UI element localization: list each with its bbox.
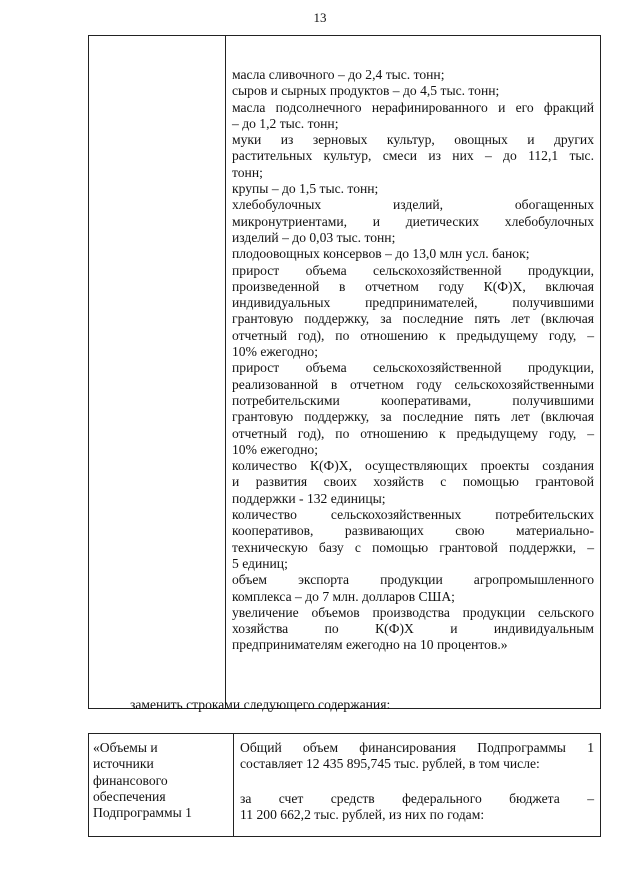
label-line: источники	[93, 756, 154, 772]
text-line: муки из зерновых культур, овощных и других	[232, 132, 594, 148]
text-line: количество сельскохозяйственных потребительских	[232, 507, 594, 523]
funding-label	[93, 740, 229, 821]
text-line: отчетный год), по отношению к предыдущему году, –	[232, 425, 594, 441]
text-line: хлебобулочных изделий, обогащенных	[232, 197, 594, 213]
funding-table	[88, 733, 601, 837]
text-line: сыров и сырных продуктов – до 4,5 тыс. тонн;	[232, 83, 500, 99]
text-line: грантовую поддержку, за последние пять лет (включая	[232, 409, 594, 425]
text-line: количество К(Ф)Х, осуществляющих проекты создания	[232, 458, 594, 474]
text-line: и развития своих хозяйств с помощью грантовой	[232, 474, 594, 490]
text-line: 10% ежегодно;	[232, 441, 319, 457]
blank-line	[240, 773, 594, 791]
replace-instruction: заменить строками следующего содержания:	[130, 697, 391, 712]
text-line: техническую базу с помощью грантовой поддержки, –	[232, 539, 594, 555]
text-line: поддержки - 132 единицы;	[232, 490, 386, 506]
text-line: Общий объем финансирования Подпрограммы 1	[240, 740, 594, 755]
text-line: плодоовощных консервов – до 13,0 млн усл. банок;	[232, 246, 530, 262]
text-line: крупы – до 1,5 тыс. тонн;	[232, 181, 379, 197]
indicators-right-cell	[226, 36, 601, 709]
text-line: отчетный год), по отношению к предыдущему году, –	[232, 327, 594, 343]
text-line: 10% ежегодно;	[232, 344, 319, 360]
text-line: прирост объема сельскохозяйственной продукции,	[232, 262, 594, 278]
text-line: масла подсолнечного нерафинированного и его фракций	[232, 99, 594, 115]
text-line: предпринимателям ежегодно на 10 процентов.»	[232, 637, 508, 653]
text-line: кооперативов, развивающих свою материально-	[232, 523, 594, 539]
page-number: 13	[313, 10, 327, 25]
text-line: тонн;	[232, 164, 263, 180]
text-line: составляет 12 435 895,745 тыс. рублей, в том числе:	[240, 756, 540, 772]
text-line: микронутриентами, и диетических хлебобулочных	[232, 213, 594, 229]
text-line: индивидуальных предпринимателей, получившими	[232, 295, 594, 311]
text-line: прирост объема сельскохозяйственной продукции,	[232, 360, 594, 376]
text-line: растительных культур, смеси из них – до 112,1 тыс.	[232, 148, 594, 164]
text-line: масла сливочного – до 2,4 тыс. тонн;	[232, 67, 445, 82]
text-line: реализованной в отчетном году сельскохозяйственными	[232, 376, 594, 392]
label-line: «Объемы и	[93, 740, 158, 755]
text-line: потребительскими кооперативами, получившими	[232, 392, 594, 408]
text-line: произведенной в отчетном году К(Ф)Х, включая	[232, 278, 594, 294]
text-line: увеличение объемов производства продукции сельского	[232, 604, 594, 620]
text-line: грантовую поддержку, за последние пять лет (включая	[232, 311, 594, 327]
text-line: объем экспорта продукции агропромышленного	[232, 572, 594, 588]
indicators-text	[232, 67, 594, 654]
text-line: 11 200 662,2 тыс. рублей, из них по годам:	[240, 806, 485, 822]
text-line: – до 1,2 тыс. тонн;	[232, 115, 339, 131]
label-line: Подпрограммы 1	[93, 805, 192, 821]
text-line: 5 единиц;	[232, 555, 288, 571]
label-line: финансового	[93, 772, 168, 788]
indicators-left-cell	[89, 36, 226, 709]
text-line: комплекса – до 7 млн. долларов США;	[232, 588, 455, 604]
funding-text-cell	[234, 734, 601, 837]
text-line: хозяйства по К(Ф)Х и индивидуальным	[232, 621, 594, 637]
indicators-table	[88, 35, 601, 709]
funding-text	[240, 740, 594, 823]
label-line: обеспечения	[93, 788, 166, 804]
funding-label-cell	[89, 734, 234, 837]
text-line: за счет средств федерального бюджета –	[240, 790, 594, 806]
text-line: изделий – до 0,03 тыс. тонн;	[232, 229, 396, 245]
